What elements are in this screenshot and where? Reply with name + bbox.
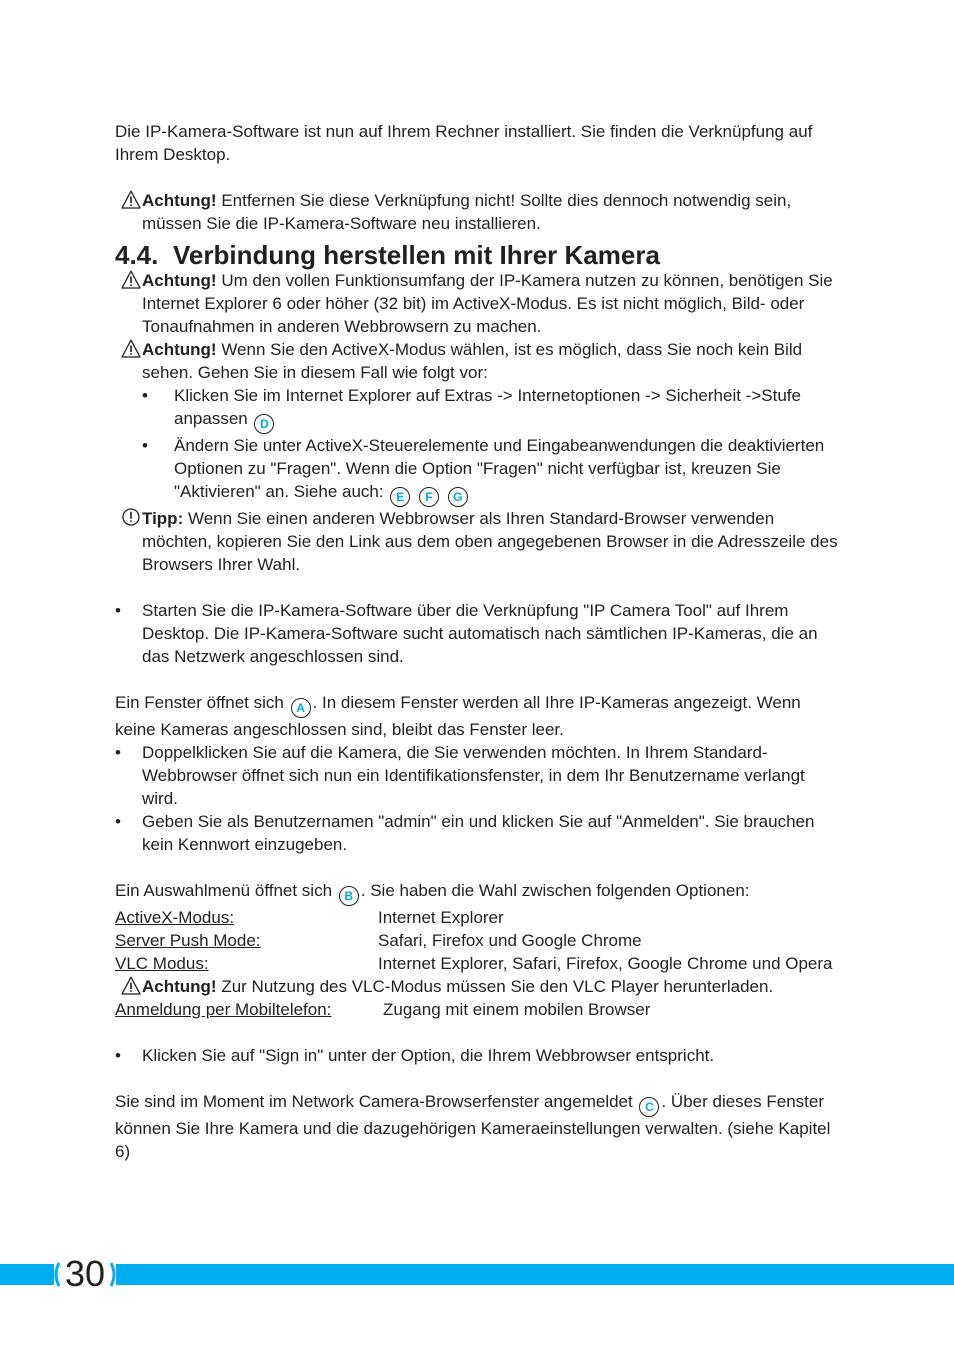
list-item [115,434,845,507]
figure-ref-badge: A [291,698,311,718]
section-number: 4.4. [115,240,159,270]
page-content [115,120,845,1163]
warning-block [115,975,845,998]
paragraph-text: . Über dieses Fenster können Sie Ihre Kamera und die dazugehörigen Kameraeinstellungen verwalten. (siehe Kapitel 6) [115,1092,831,1161]
paragraph-text: . In diesem Fenster werden all Ihre IP-Kameras angezeigt. Wenn keine Kameras angeschlossen sind, bleibt das Fenster leer. [115,693,801,739]
option-value: Zugang mit einem mobilen Browser [383,1000,651,1019]
figure-ref-badge: D [254,414,274,434]
warning-icon [121,190,141,209]
figure-ref-badge: F [419,487,439,507]
paragraph-text: Sie sind im Moment im Network Camera-Browserfenster angemeldet [115,1092,638,1111]
figure-ref-badge: B [339,886,359,906]
option-key: VLC Modus: [115,954,209,973]
warning-block [115,338,845,384]
option-key: Server Push Mode: [115,931,261,950]
list-item-text: Starten Sie die IP-Kamera-Software über die Verknüpfung "IP Camera Tool" auf Ihrem Desktop. Die IP-Kamera-Software sucht automatisch nach sämtlichen IP-Kameras, die an das Netzwerk angeschlossen sind. [142,601,818,666]
warning-block [115,189,845,235]
bullet-dot: • [115,601,121,620]
figure-ref-badge: G [448,487,468,507]
list-item [115,384,845,434]
footer-accent-bar [0,1264,954,1285]
warning-label: Achtung! [142,340,217,359]
warning-icon [121,339,141,358]
warning-label: Achtung! [142,191,217,210]
option-row [115,998,845,1021]
info-exclamation-icon [122,508,140,526]
list-item [115,741,845,810]
option-row [115,929,845,952]
warning-text: Zur Nutzung des VLC-Modus müssen Sie den VLC Player herunterladen. [216,977,774,996]
section-heading [115,235,845,269]
warning-text: Entfernen Sie diese Verknüpfung nicht! Sollte dies dennoch notwendig sein, müssen Sie die IP-Kamera-Software neu installieren. [142,191,792,233]
figure-ref-badge: E [390,487,410,507]
figure-ref-badge: C [639,1097,659,1117]
warning-icon [121,976,141,995]
list-item-text: Doppelklicken Sie auf die Kamera, die Sie verwenden möchten. In Ihrem Standard-Webbrowser öffnet sich nun ein Identifikationsfenster, in dem Ihr Benutzername verlangt wird. [142,743,805,808]
page-number: 30 [64,1253,106,1294]
option-value: Internet Explorer [378,908,504,927]
bullet-dot: • [115,812,121,831]
list-item [115,599,845,668]
warning-label: Achtung! [142,977,217,996]
list-item-text: Klicken Sie im Internet Explorer auf Extras -> Internetoptionen -> Sicherheit ->Stufe anpassen [174,386,801,428]
tip-label: Tipp: [142,509,184,528]
tip-block [115,507,845,576]
option-key: Anmeldung per Mobiltelefon: [115,1000,332,1019]
bullet-dot: • [142,386,148,405]
section-title: Verbindung herstellen mit Ihrer Kamera [173,240,660,270]
window-paragraph [115,691,845,741]
list-item-text: Ändern Sie unter ActiveX-Steuerelemente und Eingabeanwendungen die deaktivierten Optionen zu "Fragen". Wenn die Option "Fragen" nicht verfügbar ist, kreuzen Sie "Aktivieren" an. Siehe auch: [174,436,825,501]
option-value: Internet Explorer, Safari, Firefox, Google Chrome und Opera [378,954,833,973]
warning-text: Um den vollen Funktionsumfang der IP-Kamera nutzen zu können, benötigen Sie Internet Explorer 6 oder höher (32 bit) im ActiveX-Modus. Es ist nicht möglich, Bild- oder Tonaufnahmen in anderen Webbrowsern zu machen. [142,271,833,336]
list-item [115,1044,845,1067]
warning-label: Achtung! [142,271,217,290]
warning-block [115,269,845,338]
list-item [115,810,845,856]
menu-paragraph [115,879,845,906]
bullet-dot: • [115,1046,121,1065]
paragraph-text: Ein Auswahlmenü öffnet sich [115,881,337,900]
bullet-dot: • [142,436,148,455]
option-row [115,952,845,975]
option-value: Safari, Firefox und Google Chrome [378,931,642,950]
warning-icon [121,270,141,289]
paragraph-text: . Sie haben die Wahl zwischen folgenden Optionen: [360,881,750,900]
option-key: ActiveX-Modus: [115,908,235,927]
final-paragraph [115,1090,845,1163]
warning-text: Wenn Sie den ActiveX-Modus wählen, ist es möglich, dass Sie noch kein Bild sehen. Gehen Sie in diesem Fall wie folgt vor: [142,340,803,382]
tip-text: Wenn Sie einen anderen Webbrowser als Ihren Standard-Browser verwenden möchten, kopieren Sie den Link aus dem oben angegebenen Browser in die Adresszeile des Browsers Ihrer Wahl. [142,509,838,574]
bullet-dot: • [115,743,121,762]
list-item-text: Klicken Sie auf "Sign in" unter der Option, die Ihrem Webbrowser entspricht. [142,1046,715,1065]
intro-paragraph: Die IP-Kamera-Software ist nun auf Ihrem Rechner installiert. Sie finden die Verknüpfung auf Ihrem Desktop. [115,122,813,164]
option-row [115,906,845,929]
paragraph-text: Ein Fenster öffnet sich [115,693,289,712]
list-item-text: Geben Sie als Benutzernamen "admin" ein und klicken Sie auf "Anmelden". Sie brauchen kein Kennwort einzugeben. [142,812,815,854]
